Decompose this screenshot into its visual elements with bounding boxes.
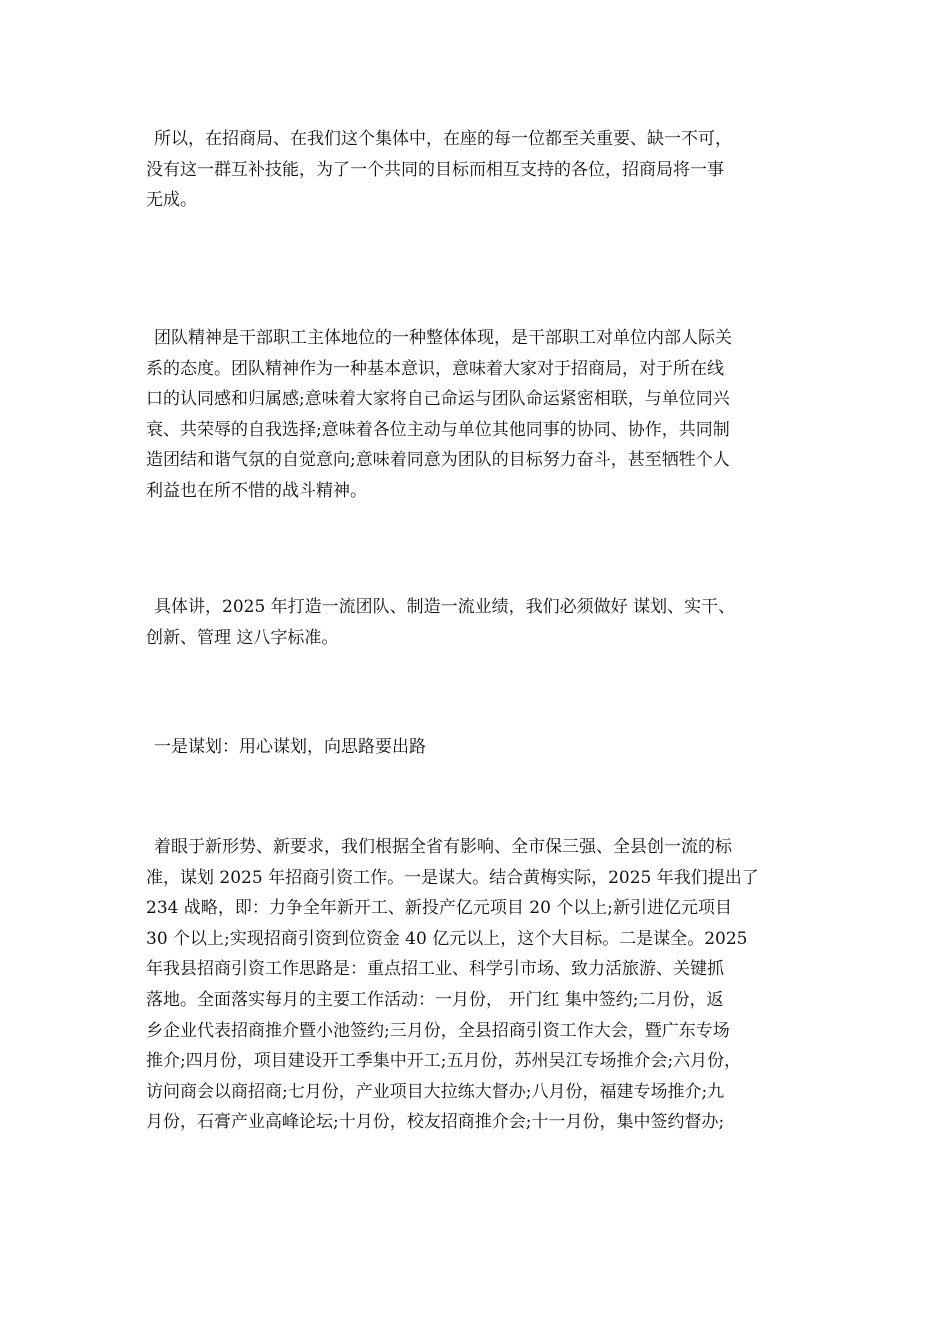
text-line: 衰、共荣辱的自我选择;意味着各位主动与单位其他同事的协同、协作，共同制	[146, 419, 730, 440]
text-line: 利益也在所不惜的战斗精神。	[146, 480, 367, 501]
paragraph-eight-standards	[146, 592, 816, 653]
text-line: 所以，在招商局、在我们这个集体中，在座的每一位都至关重要、缺一不可，	[154, 129, 732, 149]
text-line: 一是谋划：用心谋划，向思路要出路	[154, 737, 426, 757]
section-heading-planning	[146, 732, 816, 763]
text-line: 无成。	[146, 190, 197, 211]
text-line: 着眼于新形势、新要求，我们根据全省有影响、全市保三强、全县创一流的标	[154, 837, 732, 857]
text-line: 推介;四月份，项目建设开工季集中开工;五月份，苏州吴江专场推介会;六月份，	[146, 1051, 742, 1072]
paragraph-planning-details	[146, 832, 816, 1138]
text-line: 创新、管理 这八字标准。	[146, 627, 339, 648]
paragraph-team-spirit	[146, 323, 816, 507]
text-line: 访问商会以商招商;七月份，产业项目大拉练大督办;八月份，福建专场推介;九	[146, 1081, 725, 1102]
paragraph-team-importance	[146, 124, 816, 216]
text-line: 口的认同感和归属感;意味着大家将自己命运与团队命运紧密相联，与单位同兴	[146, 389, 730, 410]
text-line: 月份，石膏产业高峰论坛;十月份，校友招商推介会;十一月份，集中签约督办;	[146, 1112, 725, 1133]
text-line: 没有这一群互补技能，为了一个共同的目标而相互支持的各位，招商局将一事	[146, 159, 724, 180]
text-line: 落地。全面落实每月的主要工作活动：一月份， 开门红 集中签约;二月份，返	[146, 989, 724, 1010]
text-line: 准，谋划 2025 年招商引资工作。一是谋大。结合黄梅实际，2025 年我们提出了	[146, 867, 759, 888]
text-line: 30 个以上;实现招商引资到位资金 40 亿元以上，这个大目标。二是谋全。2025	[146, 928, 748, 949]
text-line: 具体讲，2025 年打造一流团队、制造一流业绩，我们必须做好 谋划、实干、	[154, 597, 736, 617]
text-line: 234 战略，即：力争全年新开工、新投产亿元项目 20 个以上;新引进亿元项目	[146, 898, 733, 919]
text-line: 乡企业代表招商推介暨小池签约;三月份，全县招商引资工作大会，暨广东专场	[146, 1020, 730, 1041]
text-line: 年我县招商引资工作思路是：重点招工业、科学引市场、致力活旅游、关键抓	[146, 959, 724, 980]
text-line: 团队精神是干部职工主体地位的一种整体体现，是干部职工对单位内部人际关	[154, 328, 732, 348]
text-line: 造团结和谐气氛的自觉意向;意味着同意为团队的目标努力奋斗，甚至牺牲个人	[146, 450, 730, 471]
text-line: 系的态度。团队精神作为一种基本意识，意味着大家对于招商局，对于所在线	[146, 358, 724, 379]
